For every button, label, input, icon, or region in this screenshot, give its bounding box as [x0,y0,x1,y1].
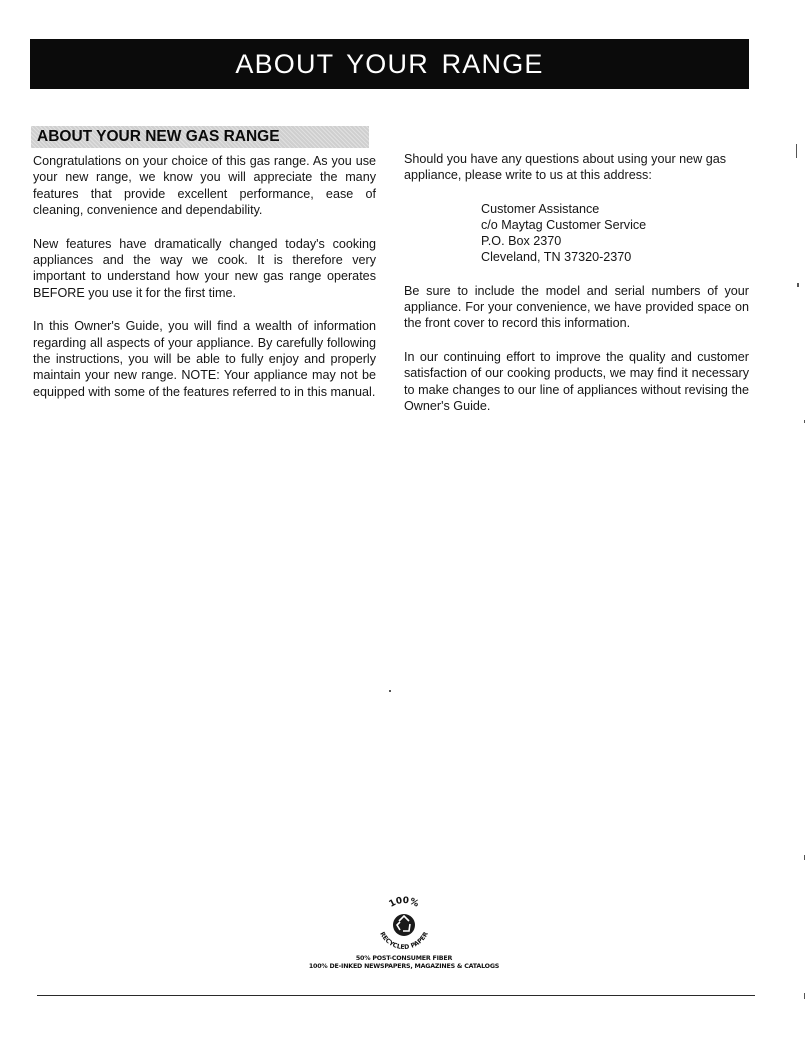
svg-text:100% [388,896,421,910]
post-consumer-fiber-text: 50% POST-CONSUMER FIBER [355,955,453,962]
scan-mark [804,855,805,860]
intro-paragraph: Congratulations on your choice of this gas range. As you use your new range, we know you will appreciate the many features that provide excellent performance, ease of cleaning, convenience and dependability. [33,154,376,218]
recycled-paper-logo [306,893,502,983]
owners-guide-paragraph: In this Owner's Guide, you will find a wealth of information regarding all aspects of your appliance. By carefully following the instructions, you will be able to fully enjoy and properly maintain your new range. NOTE: Your appliance may not be equipped with some of the features referred to in this manual. [33,319,376,399]
scan-mark [389,690,391,692]
model-serial-paragraph: Be sure to include the model and serial numbers of your appliance. For your convenience, we have provided space on the front cover to record this information. [404,283,749,331]
scan-mark [796,144,797,158]
improvement-paragraph: In our continuing effort to improve the quality and customer satisfaction of our cooking products, we may find it necessary to make changes to our line of appliances without revising the Owner's Guide. [404,349,749,414]
address-line: Cleveland, TN 37320-2370 [481,250,632,265]
de-inked-text: 100% DE-INKED NEWSPAPERS, MAGAZINES & CATALOGS [308,963,500,971]
seal-percent: 100% [387,895,421,910]
right-column [404,151,749,431]
page-banner [30,39,749,89]
mailing-address [481,201,749,266]
scan-mark [804,420,805,423]
contact-paragraph: Should you have any questions about using your new gas appliance, please write to us at this address: [404,152,727,183]
address-line: P.O. Box 2370 [481,234,562,249]
address-line: c/o Maytag Customer Service [481,218,647,233]
seal-arc-text: RECYCLED PAPER [378,930,430,952]
scan-mark [804,993,805,999]
recycle-icon [364,893,444,955]
features-paragraph: New features have dramatically changed today's cooking appliances and the way we cook. It is therefore very important to understand how your new gas range operates BEFORE you use it for the first time. [33,236,376,300]
section-heading: ABOUT YOUR NEW GAS RANGE [31,126,369,148]
scan-mark [797,283,799,287]
bottom-rule [37,995,755,996]
page-title: ABOUT YOUR RANGE [235,48,544,79]
address-line: Customer Assistance [481,201,600,216]
left-column [33,153,376,417]
